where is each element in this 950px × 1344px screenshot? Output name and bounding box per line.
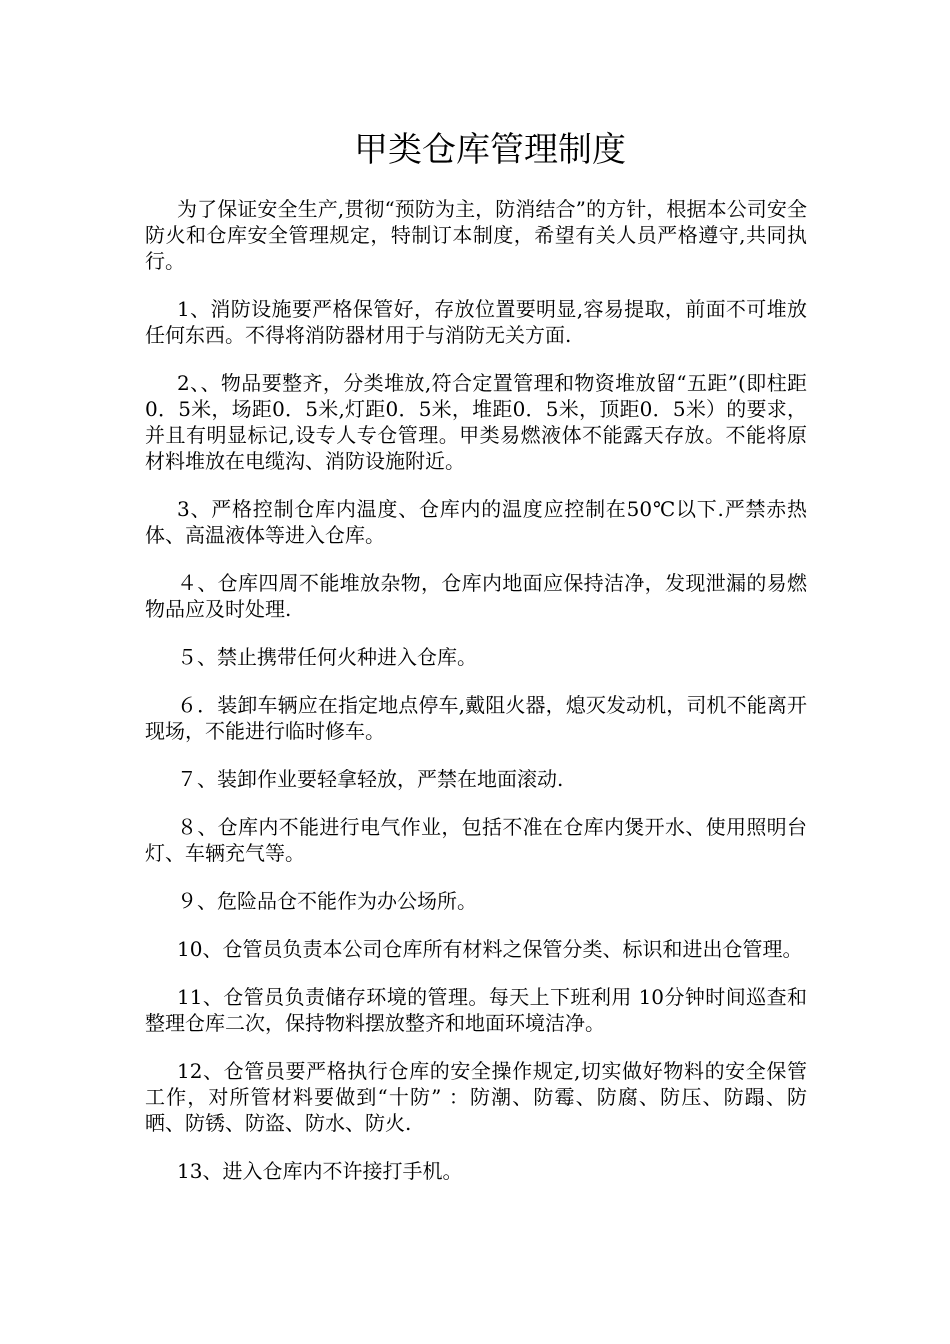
rule-2: 2、、物品要整齐，分类堆放,符合定置管理和物资堆放留“五距”(即柱距0．5米，场距0．5米,灯距0．5米，堆距0．5米，顶距0．5米）的要求，并且有明显标记,设专人专仓管理。甲类易燃液体不能露天存放。不能将原材料堆放在电缆沟、消防设施附近。 bbox=[145, 371, 807, 473]
rule-9: ９、危险品仓不能作为办公场所。 bbox=[177, 889, 477, 913]
rule-7: ７、装卸作业要轻拿轻放，严禁在地面滚动. bbox=[177, 767, 564, 791]
intro-paragraph: 为了保证安全生产,贯彻“预防为主，防消结合”的方针，根据本公司安全防火和仓库安全管理规定，特制订本制度，希望有关人员严格遵守,共同执行。 bbox=[145, 197, 807, 273]
rule-1: 1、消防设施要严格保管好，存放位置要明显,容易提取，前面不可堆放任何东西。不得将消防器材用于与消防无关方面. bbox=[145, 297, 807, 347]
rule-4: ４、仓库四周不能堆放杂物，仓库内地面应保持洁净，发现泄漏的易燃物品应及时处理. bbox=[145, 571, 807, 621]
rule-13: 13、进入仓库内不许接打手机。 bbox=[177, 1159, 463, 1183]
document-body bbox=[145, 196, 807, 1206]
rule-11: 11、仓管员负责储存环境的管理。每天上下班利用 10分钟时间巡查和整理仓库二次，保持物料摆放整齐和地面环境洁净。 bbox=[145, 985, 807, 1035]
rule-6: ６．装卸车辆应在指定地点停车,戴阻火器，熄灭发动机，司机不能离开现场，不能进行临时修车。 bbox=[145, 693, 807, 743]
rule-10: 10、仓管员负责本公司仓库所有材料之保管分类、标识和进出仓管理。 bbox=[177, 937, 803, 961]
rule-8: ８、仓库内不能进行电气作业，包括不准在仓库内煲开水、使用照明台灯、车辆充气等。 bbox=[145, 815, 807, 865]
document-title: 甲类仓库管理制度 bbox=[354, 130, 626, 170]
rule-5: ５、禁止携带任何火种进入仓库。 bbox=[177, 645, 477, 669]
rule-3: 3、严格控制仓库内温度、仓库内的温度应控制在50℃以下.严禁赤热体、高温液体等进入仓库。 bbox=[145, 497, 807, 547]
rule-12: 12、仓管员要严格执行仓库的安全操作规定,切实做好物料的安全保管工作，对所管材料要做到“十防” ：防潮、防霉、防腐、防压、防蹋、防晒、防锈、防盗、防水、防火. bbox=[145, 1059, 807, 1135]
